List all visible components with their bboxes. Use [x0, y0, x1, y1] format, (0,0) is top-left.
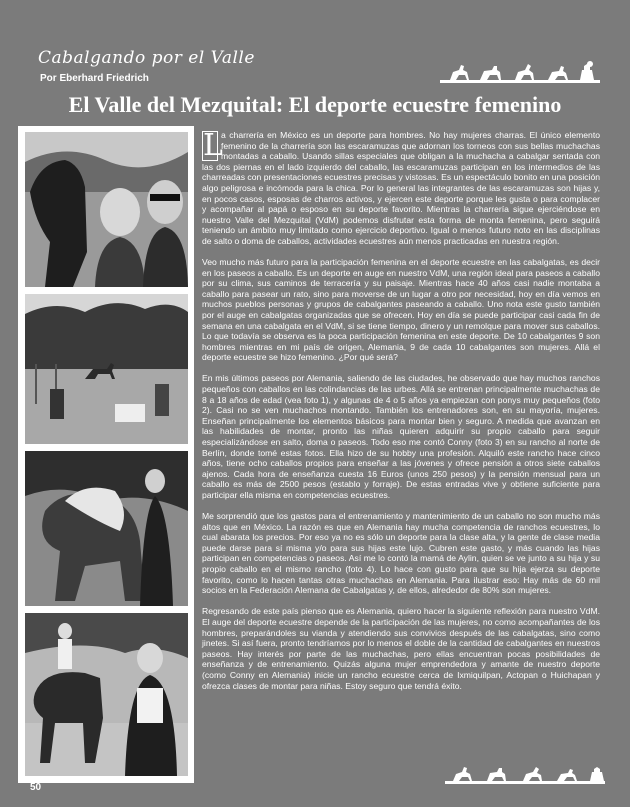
- photo-riding-arena: [25, 294, 188, 444]
- riders-silhouette-icon: [440, 58, 600, 86]
- page-number: 50: [30, 782, 42, 793]
- article-paragraph: Me sorprendió que los gastos para el entrenamiento y mantenimiento de un caballo no son mucho más altos que en México. La razón es que en Alemania hay mucha competencia de ranchos ecuestres, lo cual abarata los precios. Por eso ya no es sólo un deporte para la clase alta, y la gente de clase media puede darse para sí misma y/o para sus hijas este lujo. Cubren este gasto, y más cuando las hijas participan en competencias o paseos. Así me lo contó la mamá de Aylin, quien se ve junto a su hija y su propio caballo en el mismo rancho (foto 4). Lo hace con gusto para que su hija ejerza su deporte favorito, como lo hacen tantas otras muchachas en Alemania. Para ilustrar eso: Hay más de 60 mil socios en la Federación Alemana de Cabalgatas y, de ellos, alrededor de 80% son mujeres.: [202, 511, 600, 596]
- author-byline: Por Eberhard Friedrich: [40, 73, 149, 84]
- photo-pony-girl: [25, 451, 188, 606]
- article-paragraph: En mis últimos paseos por Alemania, saliendo de las ciudades, he observado que hay muchos ranchos pequeños con caballos en las colindancias de las urbes. Allá se entrenan principalmente muchachas de 8 a 18 años de edad (vea foto 1), y algunas de 4 o 5 años ya empiezan con ponys muy pequeños (foto 2). Casi no se ven muchachos montando. También los entrenadores son, en su mayoría, mujeres. Enseñan principalmente los elementos básicos para montar bien y seguro. A medida que avanzan en las habilidades de montar, pronto las niñas quieren adquirir su propio caballo para seguir especializándose en salto, doma o paseos. Todo eso me contó Conny (foto 3) en su rancho al norte de Berlín, donde tomé estas fotos. Ella hizo de su hobby una profesión. Alquiló este rancho hace cinco años, tiene ocho caballos propios para enseñar a las jóvenes y ofrece pensión a otros siete caballos ajenos. Cada hora de enseñanza cuesta 16 Euros (unos 250 pesos) y la pensión mensual para un caballo es más de 2500 pesos (establo y forraje). De estas entradas vive y obtiene suficiente para participar ella misma en competencias ecuestres.: [202, 373, 600, 500]
- photo-mother-daughter-horse: [25, 613, 188, 776]
- article-body: [202, 130, 600, 702]
- article-paragraph: Veo mucho más futuro para la participación femenina en el deporte ecuestre en las cabalgatas, es decir en los paseos a caballo. Es un deporte en auge en nuestro VdM, una región ideal para paseos a caballo por su clima, sus caminos de terracería y su paisaje. Mientras hace 40 años casi nadie montaba a caballo para pasear un rato, sino para moverse de un lugar a otro por necesidad, hoy en día vemos en muchos pueblos personas y grupos de cabalgantes paseando a caballo. Uno nota este gusto también por el auge en cabalgatas organizadas que se ofrecen. Hoy en día se puede participar casi cada fin de semana en una cabalgata en el VdM, si se tiene tiempo, dinero y un remolque para mover sus caballos. Lo que todavía se observa es la poca participación femenina en este deporte. De 10 cabalgantes 9 son hombres mientras en mi país de origen, Alemania, 9 de cada 10 cabalgantes son mujeres. Allá el deporte ecuestre se hizo femenino. ¿Por qué será?: [202, 257, 600, 363]
- drop-cap: L: [203, 128, 223, 163]
- article-headline: El Valle del Mezquital: El deporte ecuestre femenino: [68, 92, 562, 117]
- article-paragraph: L a charrería en México es un deporte para hombres. No hay mujeres charras. El único elemento femenino de la charrería son las escaramuzas que adornan los torneos con sus bellas muchachas montadas a caballo. Usando sillas especiales que obligan a la muchacha a cabalgar sentada con las dos piernas en el lado izquierdo del caballo, las escaramuzas participan en los intermedios de las charreadas con presentaciones ecuestres precisas y vistosas. Es un espectáculo bonito en una posición algo peligrosa e incómoda para la chica. Por lo general las integrantes de las escaramuzas son hijas y, en pocos casos, esposas de charros activos, y ejercen este deporte porque les gusta o para complacer y acompañar al papá o esposo en su deporte favorito. Mientras la charrería sigue ejerciéndose en nuestro Valle del Mezquital (VdM) podemos disfrutar esta forma de monta femenina, pero seguirá teniendo un ámbito muy limitado como ejercicio deportivo. Igual o menos futuro noto en las disciplinas de salto o doma de caballos, actividades ecuestres aún menos practicadas en nuestra región.: [202, 128, 600, 246]
- riders-silhouette-footer-icon: [445, 762, 605, 786]
- photo-column: [18, 126, 194, 783]
- section-title: Cabalgando por el Valle: [38, 48, 255, 68]
- photo-girls-with-horse: [25, 132, 188, 287]
- article-paragraph: Regresando de este país pienso que es Alemania, quiero hacer la siguiente reflexión para nuestro VdM. El auge del deporte ecuestre depende de la participación de las mujeres, no como acompañantes de los hombres, preparándoles su vianda y atendiendo sus convivios después de las cabalgatas, sino como jinetes. Si así fuera, pronto tendríamos por lo menos el doble de la cantidad de cabalgantes en nuestros paseos. Hay interés por parte de las muchachas, pero ellas encuentran pocas posibilidades de enseñanza y de entrenamiento. Quizás alguna mujer emprendedora y amante de nuestro deporte (como Conny en Alemania) inicie un rancho ecuestre cerca de Ixmiquilpan, Actopan o Huichapan y ofrezca clases de montar para niñas. Estoy seguro que tendrá éxito.: [202, 606, 600, 691]
